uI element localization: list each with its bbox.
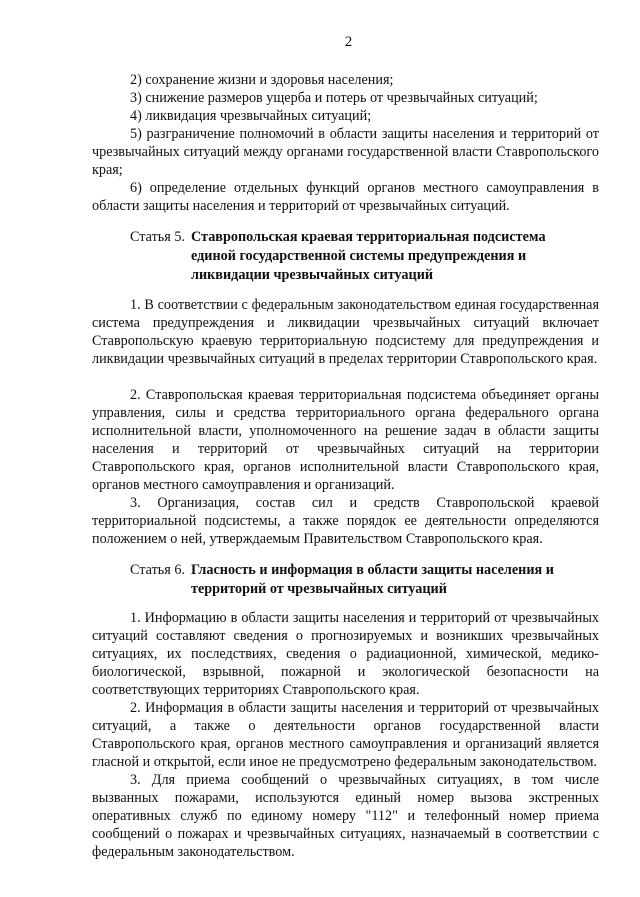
article-5-paragraph-1: 1. В соответствии с федеральным законодательством единая государственная система предупреждения и ликвидации чрезвычайных ситуаций включает Ставропольскую краевую территориальную подсистему для предупреждения и ликвидации чрезвычайных ситуаций в пределах территории Ставропольского края.: [92, 297, 599, 367]
page-number: 2: [344, 34, 353, 50]
article-5-heading: [92, 228, 599, 285]
article-6-label: Статья 6.: [130, 562, 185, 578]
article-6-paragraph-2: 2. Информация в области защиты населения и территорий от чрезвычайных ситуаций, а также о деятельности органов государственной власти Ставропольского края, органов местного самоуправления и организаций является гласной и открытой, если иное не предусмотрено федеральным законодательством.: [92, 700, 599, 770]
article-6-paragraph-3: 3. Для приема сообщений о чрезвычайных ситуациях, в том числе вызванных пожарами, используются единый номер вызова экстренных оперативных служб по единому номеру "112" и телефонный номер приема сообщений о пожарах и чрезвычайных ситуациях, назначаемый в соответствии с федеральным законодательством.: [92, 772, 599, 860]
article-5-paragraph-3: 3. Организация, состав сил и средств Ставропольской краевой территориальной подсистемы, а также порядок ее деятельности определяются положением о ней, утверждаемым Правительством Ставропольского края.: [92, 495, 599, 547]
list-item: 2) сохранение жизни и здоровья населения;: [130, 72, 394, 88]
list-item: 4) ликвидация чрезвычайных ситуаций;: [130, 108, 372, 124]
list-item: 6) определение отдельных функций органов местного самоуправления в области защиты населения и территорий от чрезвычайных ситуаций.: [92, 180, 599, 214]
list-item: 5) разграничение полномочий в области защиты населения и территорий от чрезвычайных ситуаций между органами государственной власти Ставропольского края;: [92, 126, 599, 178]
article-5-label: Статья 5.: [130, 229, 185, 245]
article-5-paragraph-2: 2. Ставропольская краевая территориальная подсистема объединяет органы управления, силы и средства территориального органа федерального органа исполнительной власти, уполномоченного на решение задач в области защиты населения и территорий от чрезвычайных ситуаций на территории Ставропольского края, органов исполнительной власти Ставропольского края, органов местного самоуправления и организаций.: [92, 387, 599, 493]
article-6-paragraph-1: 1. Информацию в области защиты населения и территорий от чрезвычайных ситуаций составляют сведения о прогнозируемых и возникших чрезвычайных ситуациях, их последствиях, сведения о радиационной, химической, медико-биологической, взрывной, пожарной и экологической безопасности на соответствующих территориях Ставропольского края.: [92, 610, 599, 698]
article-6-title: Гласность и информация в области защиты населения и территорий от чрезвычайных ситуаций: [191, 562, 554, 597]
list-item: 3) снижение размеров ущерба и потерь от чрезвычайных ситуаций;: [130, 90, 538, 106]
article-6-heading: [92, 561, 599, 599]
article-5-title: Ставропольская краевая территориальная подсистема единой государственной системы предупреждения и ликвидации чрезвычайных ситуаций: [191, 229, 546, 283]
